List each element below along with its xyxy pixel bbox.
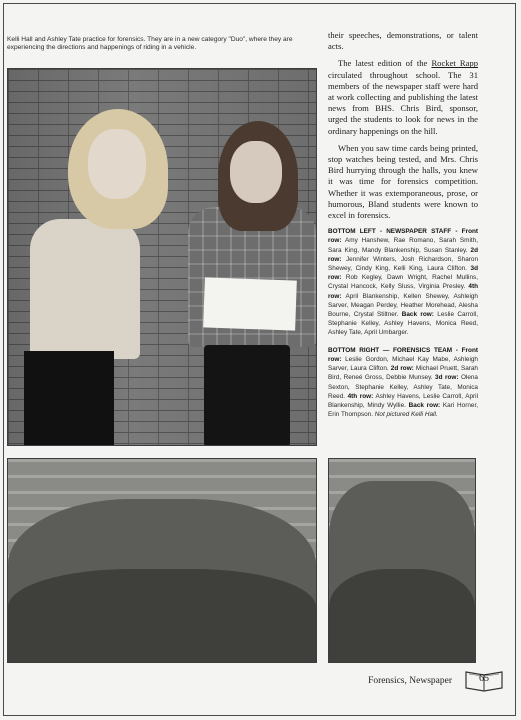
row-names: Amy Hanshew, Rae Romano, Sarah Smith, Sara King, Mandy Blankenship, Susan Stanley.	[328, 237, 478, 254]
student-left-face	[88, 129, 146, 199]
row-names: Jennifer Winters, Josh Richardson, Sharon Shewey, Cindy King, Kelli King, Laura Clifton.	[328, 255, 479, 273]
newspaper-staff-caption	[328, 227, 478, 337]
page-number-badge	[464, 668, 504, 692]
row-names: Kari Horner, Erin Thompson.	[328, 401, 478, 419]
article-paragraph-3: When you saw time cards being printed, stop watches being tested, and Mrs. Chris Bird hurrying through the halls, you knew it was time for forensics competition. Whether it was extemporaneous, prose, or humorous, Bland students were known to excel in forensics.	[328, 142, 478, 221]
row-label: 2d row:	[390, 365, 414, 373]
article-paragraph-1: their speeches, demonstrations, or talent acts.	[328, 30, 478, 52]
newspaper-title: Rocket Rapp	[431, 58, 479, 69]
page-number: 65	[479, 673, 489, 684]
forensics-team-caption	[328, 346, 478, 420]
row-names: Ashley Havens, Leslie Carroll, April Blankenship, Mindy Wyllie.	[328, 392, 478, 409]
top-photo-caption: Kelli Hall and Ashley Tate practice for forensics. They are in a new category "Duo", where they are experiencing the directions and happenings of riding in a vehicle.	[7, 36, 293, 51]
row-names: Michael Pruett, Sarah Bird, Reneé Gross, Debbie Munsey.	[328, 365, 478, 382]
row-names: Rob Kegley, Dawn Wright, Rachel Mullins, Crystal Hancock, Kelly Sluss, Virginia Presley.	[328, 274, 478, 291]
article-column	[328, 30, 478, 427]
row-label: Back row:	[401, 311, 434, 319]
forensics-team-photo	[328, 458, 476, 663]
row-names: Olena Sexton, Stephanie Kelley, Ashley Tate, Monica Reed.	[328, 374, 478, 400]
article-paragraph-2	[328, 58, 478, 136]
row-label: 3d row:	[435, 374, 459, 382]
newspaper-staff-photo	[7, 458, 317, 663]
row-names: Leslie Carroll, Stephanie Kelley, Ashley Havens, Monica Reed, Ashley Tate, April Umbarger.	[328, 311, 478, 337]
row-label: 4th row:	[347, 392, 374, 400]
student-left-skirt	[24, 351, 114, 446]
article-p2-post: circulated throughout school. The 31 members of the newspaper staff were hard at work collecting and publishing the latest news from BHS. Chris Bird, sponsor, urged the students to look for news in the ordinary happenings on the hill.	[328, 69, 478, 136]
student-right-pants	[204, 345, 290, 446]
student-left-figure	[30, 219, 140, 359]
article-p2-pre: The latest edition of the	[338, 58, 432, 69]
newspaper-front-rows	[8, 569, 316, 663]
row-names: Leslie Gordon, Michael Kay Mabe, Ashleigh Sarver, Laura Clifton.	[328, 355, 478, 373]
row-label: 2d row:	[328, 246, 478, 263]
student-right-face	[230, 141, 282, 203]
reading-paper	[203, 277, 297, 330]
row-label: 3d row:	[328, 265, 478, 282]
forensics-front-rows	[329, 569, 475, 663]
forensics-caption-heading: BOTTOM RIGHT — FORENSICS TEAM -	[328, 346, 458, 354]
row-label: 4th row:	[328, 283, 478, 300]
row-label: Back row:	[408, 401, 441, 409]
row-label: Front row:	[328, 228, 478, 245]
row-names: April Blankenship, Kellen Shewey, Ashleigh Sarver, Meagan Perdey, Heather Morehead, Alesha Bourne, Crystal Stiltner.	[328, 292, 478, 319]
section-title: Forensics, Newspaper	[368, 676, 452, 686]
forensics-practice-photo	[7, 68, 317, 446]
newspaper-caption-heading: BOTTOM LEFT - NEWSPAPER STAFF -	[328, 228, 458, 236]
not-pictured-note: Not pictured Kelli Hall.	[374, 411, 438, 419]
row-label: Front row:	[328, 346, 478, 363]
